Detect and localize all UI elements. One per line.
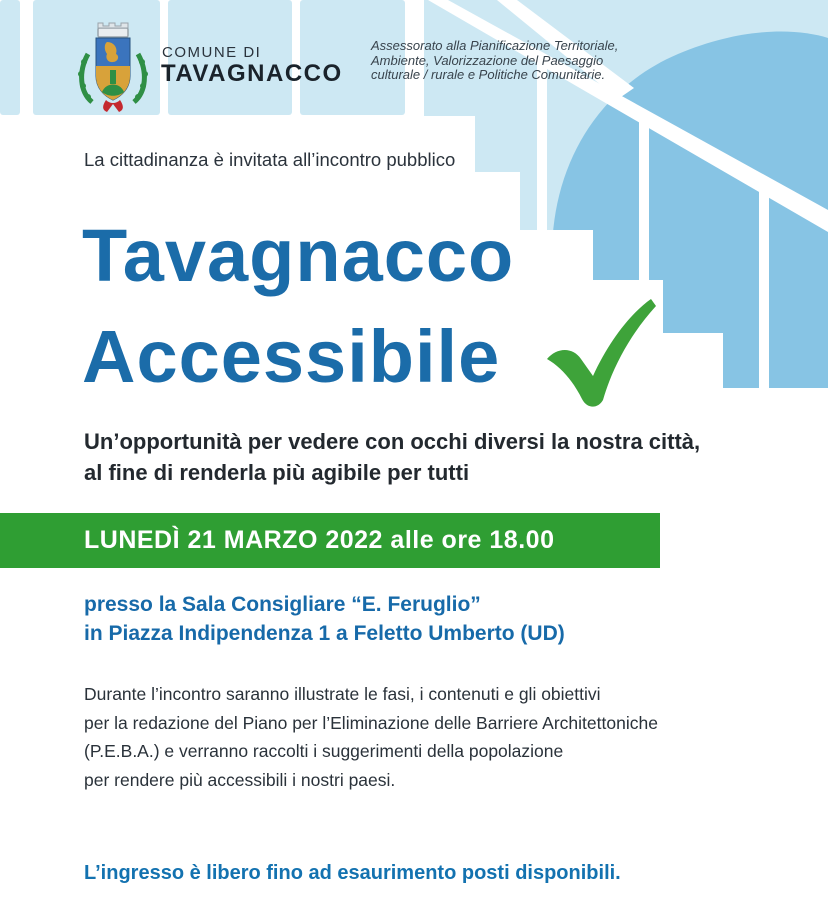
department-line: Ambiente, Valorizzazione del Paesaggio	[371, 52, 604, 68]
municipality-label: COMUNE DI	[162, 44, 262, 61]
description-line: (P.E.B.A.) e verranno raccolti i suggerimenti della popolazione	[84, 741, 564, 761]
subtitle-line: al fine di renderla più agibile per tutti	[84, 460, 470, 485]
venue-line: in Piazza Indipendenza 1 a Feletto Umberto (UD)	[84, 622, 565, 645]
event-date-banner	[0, 513, 660, 568]
title-line-1: Tavagnacco	[82, 214, 515, 297]
description-line: per rendere più accessibili i nostri paesi.	[84, 769, 396, 790]
municipality-coat-of-arms	[74, 20, 152, 114]
venue-line: presso la Sala Consigliare “E. Feruglio”	[84, 593, 481, 616]
description-line: per la redazione del Piano per l’Eliminazione delle Barriere Architettoniche	[84, 712, 658, 733]
page-title	[82, 205, 514, 407]
subtitle	[84, 426, 700, 488]
event-date-text: LUNEDÌ 21 MARZO 2022 alle ore 18.00	[84, 526, 555, 554]
green-checkmark-icon	[543, 297, 657, 409]
event-venue	[84, 590, 565, 648]
invite-line: La cittadinanza è invitata all’incontro pubblico	[84, 149, 456, 170]
department-text	[371, 39, 618, 83]
event-description	[84, 680, 658, 794]
department-line: Assessorato alla Pianificazione Territoriale,	[371, 38, 619, 53]
subtitle-line: Un’opportunità per vedere con occhi diversi la nostra città,	[84, 429, 701, 454]
municipality-name: TAVAGNACCO	[161, 60, 343, 87]
description-line: Durante l’incontro saranno illustrate le fasi, i contenuti e gli obiettivi	[84, 684, 601, 704]
admission-note: L’ingresso è libero fino ad esaurimento posti disponibili.	[84, 862, 621, 884]
department-line: culturale / rurale e Politiche Comunitarie.	[371, 67, 606, 82]
title-line-2: Accessibile	[82, 315, 501, 398]
